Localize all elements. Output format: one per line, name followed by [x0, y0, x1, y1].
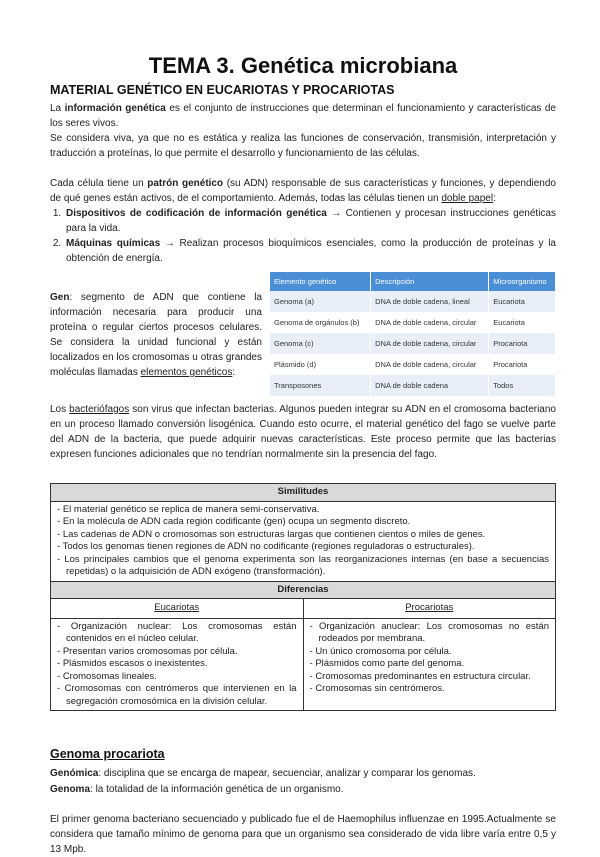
list-item	[64, 206, 556, 236]
column-header: Microorganismo	[489, 272, 556, 291]
definition-genomica	[50, 766, 556, 781]
table-cell: Procariota	[489, 333, 556, 354]
table-row	[270, 375, 556, 396]
underlined-term: elementos genéticos	[140, 367, 233, 378]
underlined-term: doble papel	[441, 193, 494, 204]
table-cell: DNA de doble cadena, circular	[371, 354, 489, 375]
table-cell: Genoma (c)	[270, 333, 371, 354]
text: Cada célula tiene un	[50, 178, 148, 189]
differences-header: Diferencias	[51, 581, 556, 599]
list-item: - Presentan varios cromosomas por célula.	[57, 646, 297, 659]
table-cell: Procariota	[489, 354, 556, 375]
text: (su ADN) responsable de sus características y funciones, y dependiendo de qué genes están activos, de el comportamiento. Además, todas las células tienen un	[50, 178, 556, 204]
bold-term: Genómica	[50, 768, 99, 779]
table-cell: Plásmido (d)	[270, 354, 371, 375]
text: es el conjunto de instrucciones que determinan el funcionamiento y características de los seres vivos.	[50, 103, 556, 129]
table-cell: Todos	[489, 375, 556, 396]
table-row	[270, 291, 556, 312]
paragraph-gen	[50, 268, 262, 396]
definition-genoma	[50, 782, 556, 797]
bold-term: Genoma	[50, 784, 91, 795]
list-item	[64, 236, 556, 266]
bold-term: patrón genético	[147, 178, 224, 189]
table-cell: Eucariota	[489, 312, 556, 333]
table-cell: DNA de doble cadena, lineal	[371, 291, 489, 312]
paragraph-patron	[50, 176, 556, 206]
text: La	[50, 103, 65, 114]
text: son virus que infectan bacterias. Algunos pueden integrar su ADN en el cromosoma bacteriano en un proceso llamado conversión lisogénica. Cuando esto ocurre, el material genético del fago se vuelve parte del ADN de la bacteria, que puede adquirir nuevas características. Este proceso permite que las bacterias expresen funciones adicionales que no tendrían normalmente sin la presencia del fago.	[50, 404, 556, 460]
page-title: TEMA 3. Genética microbiana	[148, 53, 458, 78]
bold-term: Gen	[50, 292, 70, 303]
bold-term: Dispositivos de codificación de información genética	[66, 208, 327, 219]
roles-list	[64, 206, 556, 266]
list-item: - Cromosomas predominantes en estructura circular.	[310, 671, 550, 684]
list-item: - Plásmidos como parte del genoma.	[310, 658, 550, 671]
list-item: - Cromosomas con centrómeros que intervienen en la segregación cromosómica en la división celular.	[57, 683, 297, 708]
similarities-list	[57, 504, 549, 579]
eukaryotes-header: Eucariotas	[51, 599, 304, 619]
text: → Contienen y procesan instrucciones genéticas para la vida.	[66, 208, 556, 234]
column-header: Elemento genético	[270, 272, 371, 291]
list-item: - Un único cromosoma por célula.	[310, 646, 550, 659]
list-item: - Organización anuclear: Los cromosomas no están rodeados por membrana.	[310, 621, 550, 646]
list-item: - En la molécula de ADN cada región codificante (gen) ocupa un segmento discreto.	[57, 516, 549, 529]
text: Los	[50, 404, 70, 415]
paragraph-info	[50, 101, 556, 131]
table-cell: Transposones	[270, 375, 371, 396]
list-item: - Organización nuclear: Los cromosomas están contenidos en el núcleo celular.	[57, 621, 297, 646]
list-item: - Los principales cambios que el genoma experimenta son las reorganizaciones internas (en base a secuencias repetidas) o la adquisición de ADN exógeno (transformación).	[57, 554, 549, 579]
text: → Realizan procesos bioquímicos esenciales, como la producción de proteínas y la obtención de energía.	[66, 238, 556, 264]
list-item: - Todos los genomas tienen regiones de ADN no codificante (regiones reguladoras o estructurales).	[57, 541, 549, 554]
list-item: - El material genético se replica de manera semi-conservativa.	[57, 504, 549, 517]
paragraph-first-genome: El primer genoma bacteriano secuenciado y publicado fue el de Haemophilus influenzae en 1995.Actualmente se considera que tamaño mínimo de genoma para que un organismo sea considerado de vida libre varía entre 0,5 y 13 Mpb.	[50, 814, 556, 855]
table-cell: DNA de doble cadena, circular	[371, 312, 489, 333]
table-cell: Genoma (a)	[270, 291, 371, 312]
similarities-header: Similitudes	[51, 484, 556, 502]
document-page	[50, 52, 556, 857]
text: : disciplina que se encarga de mapear, secuenciar, analizar y comparar los genomas.	[98, 768, 476, 779]
text: : la totalidad de la información genética de un organismo.	[90, 784, 344, 795]
text: :	[232, 367, 236, 378]
underlined-term: bacteriófagos	[69, 404, 130, 415]
list-item: - Cromosomas sin centrómeros.	[310, 683, 550, 696]
table-row	[270, 333, 556, 354]
paragraph-phage	[50, 402, 556, 462]
text: : segmento de ADN que contiene la información necesaria para producir una proteína o regular ciertos procesos celulares. Se considera la unidad funcional y están localizados en los cromosomas u otras grandes moléculas llamadas	[50, 292, 262, 378]
table-header-row	[270, 272, 556, 291]
table-row	[270, 312, 556, 333]
table-cell: Genoma de orgánulos (b)	[270, 312, 371, 333]
paragraph-viva: Se considera viva, ya que no es estática y realiza las funciones de conservación, transmisión, interpretación y traducción a proteínas, lo que permite el desarrollo y funcionamiento de las células.	[50, 133, 556, 159]
table-row	[270, 354, 556, 375]
list-item: - Cromosomas lineales.	[57, 671, 297, 684]
list-item: - Las cadenas de ADN o cromosomas son estructuras largas que contienen cientos o miles de genes.	[57, 529, 549, 542]
list-item: - Plásmidos escasos o inexistentes.	[57, 658, 297, 671]
bold-term: información genética	[64, 103, 166, 114]
genetic-elements-table	[270, 272, 556, 396]
section-heading: MATERIAL GENÉTICO EN EUCARIOTAS Y PROCARIOTAS	[50, 83, 395, 97]
prokaryotes-list	[310, 621, 550, 696]
column-header: Descripción	[371, 272, 489, 291]
table-cell: DNA de doble cadena	[371, 375, 489, 396]
bold-term: Máquinas químicas	[66, 238, 161, 249]
comparison-table	[50, 483, 556, 711]
table-cell: DNA de doble cadena, circular	[371, 333, 489, 354]
table-cell: Eucariota	[489, 291, 556, 312]
prokaryotes-header: Procariotas	[303, 599, 556, 619]
section-heading-genoma: Genoma procariota	[50, 747, 165, 761]
text: :	[493, 193, 496, 204]
eukaryotes-list	[57, 621, 297, 709]
